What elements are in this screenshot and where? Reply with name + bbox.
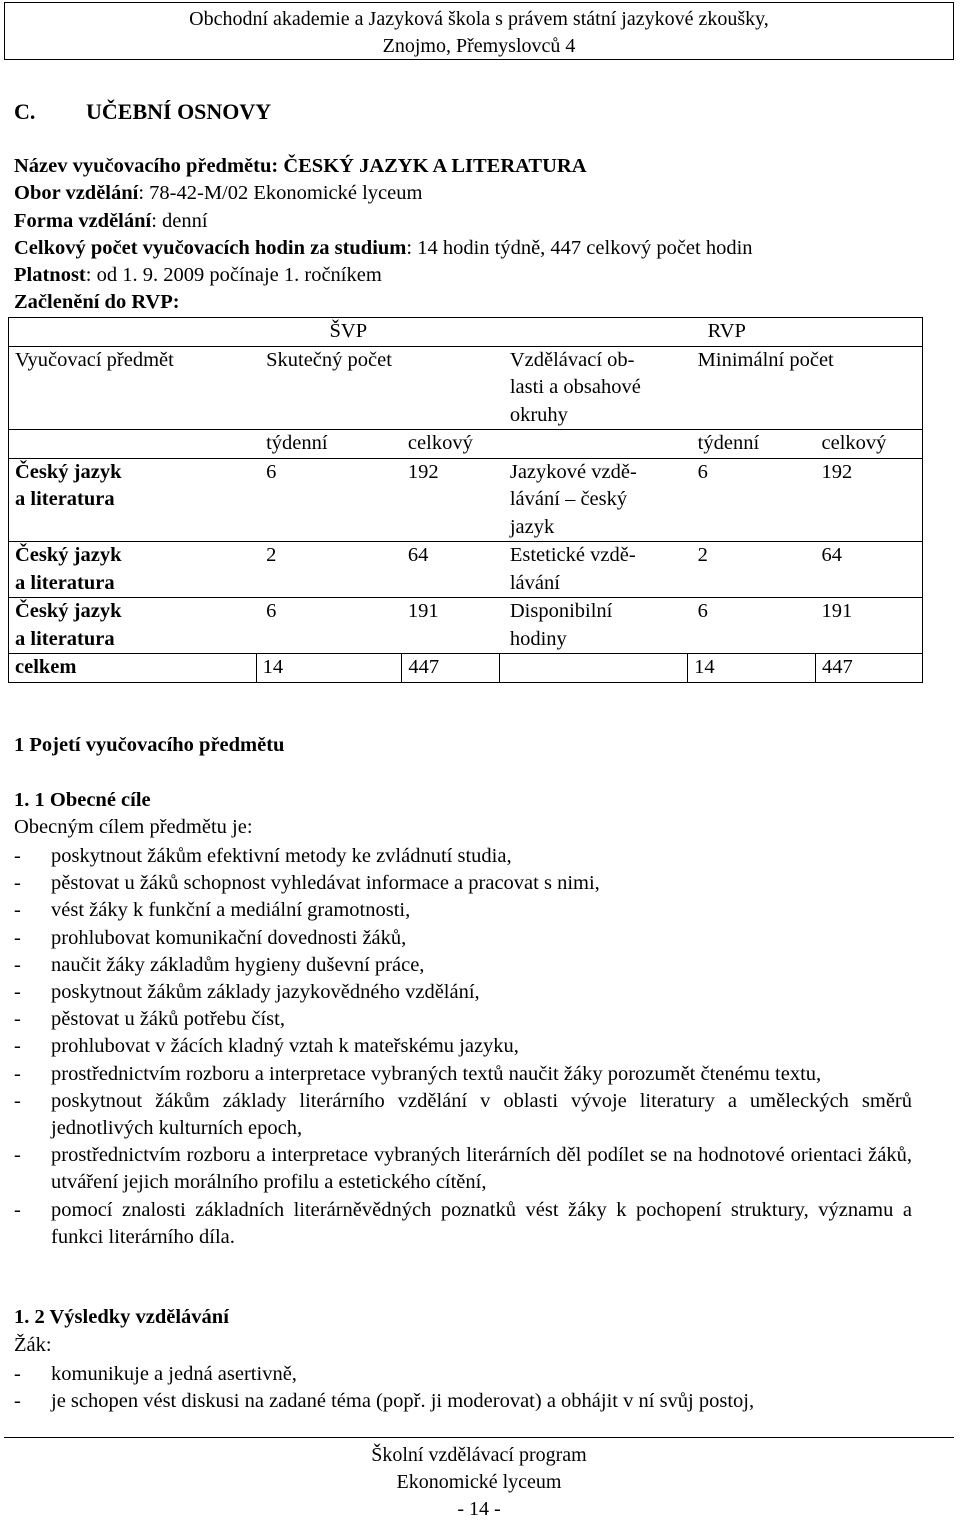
row-total: 191 [402,598,500,654]
meta-label: Celkový počet vyučovacích hodin za studium [14,237,407,259]
row-rvp-total: 64 [816,542,923,598]
footer-line-2: Ekonomické lyceum [396,1471,562,1493]
outcomes-list [14,1361,912,1415]
row-rvp-total: 191 [816,598,923,654]
col-subject: Vyučovací předmět [9,346,257,430]
col-weekly: týdenní [256,430,402,459]
row-subject: Český jazyk a literatura [9,542,257,598]
row-weekly: 6 [256,598,402,654]
row-rvp-total: 192 [816,458,923,542]
header-line-1: Obchodní akademie a Jazyková škola s právem státní jazykové zkoušky, [189,8,769,30]
list-item: - komunikuje a jedná asertivně, [14,1361,912,1388]
col-area: Vzdělávací ob- lasti a obsahové okruhy [500,346,688,430]
group-svp: ŠVP [9,318,688,347]
list-item: - je schopen vést diskusi na zadané téma (popř. ji moderovat) a obhájit v ní svůj postoj, [14,1388,912,1415]
row-area: Disponibilní hodiny [500,598,688,654]
goals-list [14,843,912,1251]
meta-rvp [14,291,180,314]
sum-label: celkem [9,654,257,683]
group-rvp: RVP [688,318,923,347]
table-header-row [9,346,923,430]
row-area: Estetické vzdě- lávání [500,542,688,598]
table-row [9,598,923,654]
col-total: celkový [402,430,500,459]
col-min: Minimální počet [688,346,923,430]
list-item: - prohlubovat v žácích kladný vztah k mateřskému jazyku, [14,1033,912,1060]
row-rvp-weekly: 6 [688,458,816,542]
row-weekly: 2 [256,542,402,598]
section-heading [14,99,271,125]
header-line-2: Znojmo, Přemyslovců 4 [382,35,576,57]
sum-total: 447 [402,654,500,683]
sum-rvp-weekly: 14 [688,654,816,683]
meta-field [14,182,422,205]
col-actual: Skutečný počet [256,346,500,430]
section-title: UČEBNÍ OSNOVY [86,99,272,124]
row-rvp-weekly: 2 [688,542,816,598]
page-footer [4,1437,954,1529]
meta-value: : 78-42-M/02 Ekonomické lyceum [138,182,423,204]
page-header [4,2,954,60]
list-item: - pěstovat u žáků schopnost vyhledávat informace a pracovat s nimi, [14,870,912,897]
meta-value: : denní [151,210,208,232]
heading-general-goals: 1. 1 Obecné cíle [14,789,151,811]
row-weekly: 6 [256,458,402,542]
col-rvp-total: celkový [816,430,923,459]
row-area: Jazykové vzdě- lávání – český jazyk [500,458,688,542]
list-item: - naučit žáky základům hygieny duševní práce, [14,952,912,979]
goals-intro: Obecným cílem předmětu je: [14,816,253,838]
col-rvp-weekly: týdenní [688,430,816,459]
sum-weekly: 14 [256,654,402,683]
table-row [9,542,923,598]
meta-value: : od 1. 9. 2009 počínaje 1. ročníkem [85,264,382,286]
meta-validity [14,264,382,287]
meta-value: : 14 hodin týdně, 447 celkový počet hodin [406,237,753,259]
meta-label: Název vyučovacího předmětu: [14,155,284,177]
list-item: - prostřednictvím rozboru a interpretace vybraných literárních děl podílet se na hodnotové orientaci žáků, utváření jejich morálního profilu a estetického cítění, [14,1142,912,1196]
meta-value: ČESKÝ JAZYK A LITERATURA [283,155,587,177]
footer-line-1: Školní vzdělávací program [371,1444,587,1466]
meta-form [14,210,208,233]
page-number: - 14 - [457,1498,501,1520]
outcomes-intro: Žák: [14,1334,52,1356]
meta-label: Začlenění do RVP: [14,291,180,313]
heading-outcomes: 1. 2 Výsledky vzdělávání [14,1306,229,1328]
row-total: 64 [402,542,500,598]
sum-rvp-total: 447 [816,654,923,683]
section-number: C. [14,99,36,124]
row-rvp-weekly: 6 [688,598,816,654]
row-subject: Český jazyk a literatura [9,598,257,654]
list-item: - poskytnout žákům základy jazykovědného vzdělání, [14,979,912,1006]
row-subject: Český jazyk a literatura [9,458,257,542]
list-item: - pěstovat u žáků potřebu číst, [14,1006,912,1033]
meta-label: Platnost [14,264,86,286]
table-subheader-row [9,430,923,459]
meta-subject [14,155,587,178]
list-item: - prohlubovat komunikační dovednosti žáků, [14,925,912,952]
list-item: - poskytnout žákům základy literárního vzdělání v oblasti vývoje literatury a uměleckých směrů jednotlivých kulturních epoch, [14,1088,912,1142]
table-group-row [9,318,923,347]
meta-label: Forma vzdělání [14,210,152,232]
row-total: 192 [402,458,500,542]
list-item: - vést žáky k funkční a mediální gramotnosti, [14,897,912,924]
table-sum-row [9,654,923,683]
table-row [9,458,923,542]
rvp-table [8,317,923,683]
heading-concept: 1 Pojetí vyučovacího předmětu [14,734,285,756]
meta-label: Obor vzdělání [14,182,139,204]
meta-hours [14,237,753,260]
list-item: - pomocí znalosti základních literárněvědných poznatků vést žáky k pochopení struktury, významu a funkci literárního díla. [14,1197,912,1251]
list-item: - poskytnout žákům efektivní metody ke zvládnutí studia, [14,843,912,870]
list-item: - prostřednictvím rozboru a interpretace vybraných textů naučit žáky porozumět čtenému textu, [14,1061,912,1088]
